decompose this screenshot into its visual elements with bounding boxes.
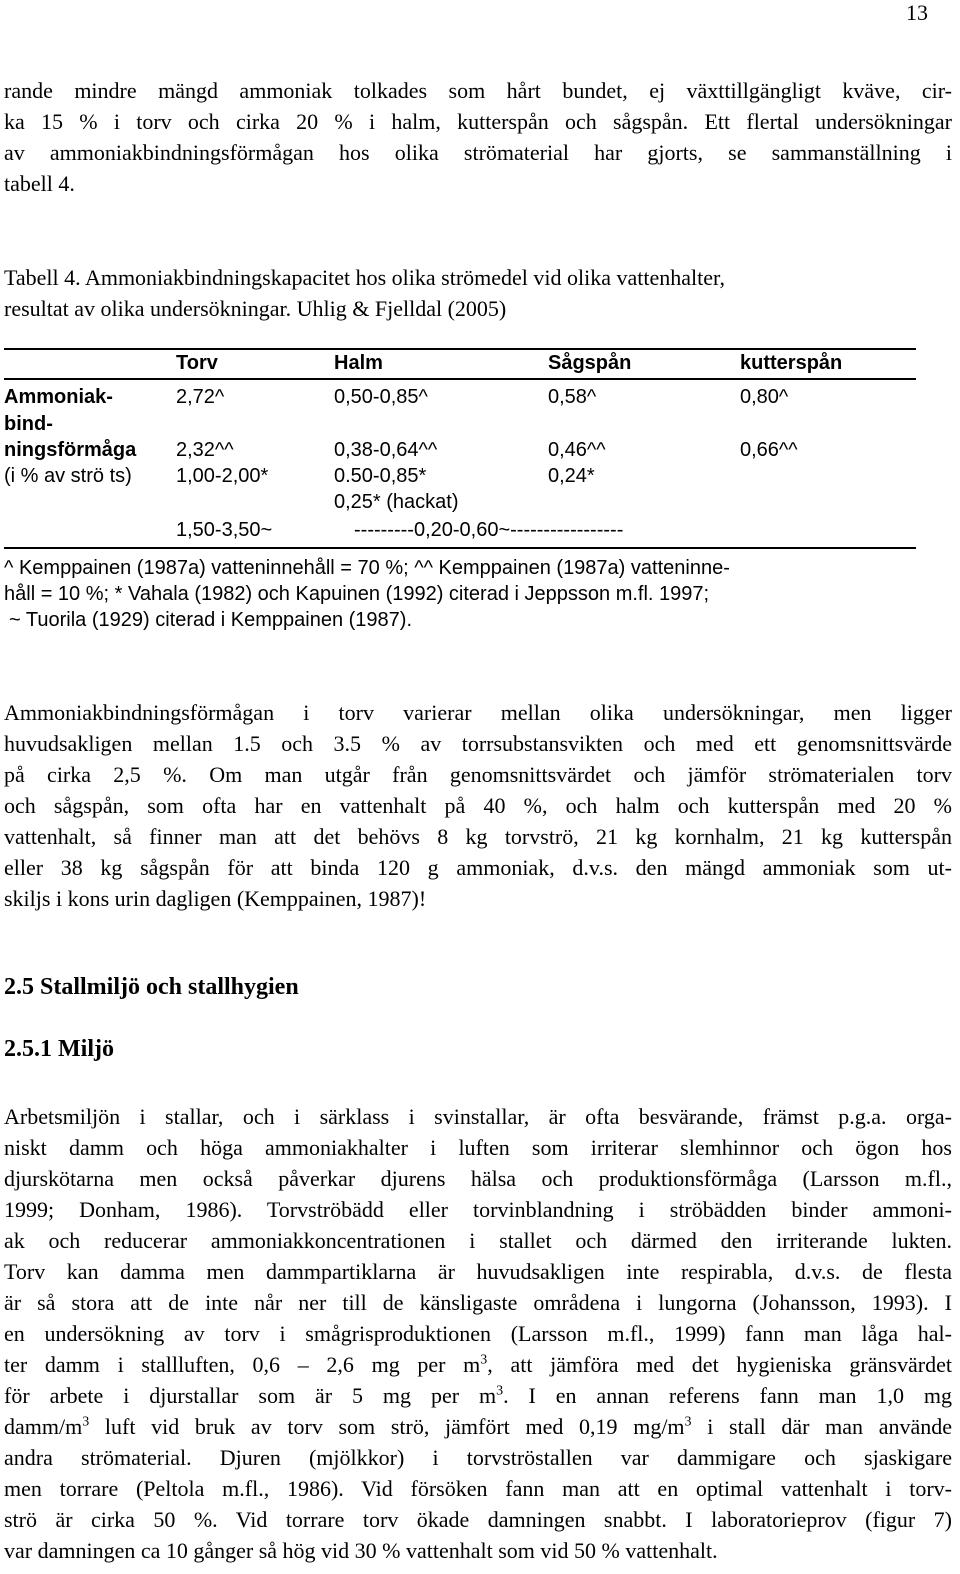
text-line <box>4 1380 952 1411</box>
text-line: ak och reducerar ammoniakkoncentrationen i stallet och därmed den irriterande lukten. <box>4 1228 952 1253</box>
text-line: niskt damm och höga ammoniakhalter i luften som irriterar slemhinnor och ögon hos <box>4 1135 952 1160</box>
superscript: 3 <box>480 1352 488 1368</box>
table-cell: 1,00-2,00* <box>176 465 269 487</box>
text-line: tabell 4. <box>4 171 75 196</box>
text-line: Arbetsmiljön i stallar, och i särklass i svinstallar, är ofta besvärande, främst p.g.a. orga- <box>4 1104 952 1129</box>
text-line: andra strömaterial. Djuren (mjölkkor) i torvströstallen var dammigare och sjaskigare <box>4 1445 952 1470</box>
text-line: och sågspån, som ofta har en vattenhalt på 40 %, och halm och kutterspån med 20 % <box>4 793 952 818</box>
table-cell: 0.50-0,85* <box>334 465 427 487</box>
text-line: är så stora att de inte når ner till de känsligaste områdena i lungorna (Johansson, 1993). I <box>4 1290 952 1315</box>
superscript: 3 <box>684 1414 692 1430</box>
text-line: men torrare (Peltola m.fl., 1986). Vid försöken fann man att en optimal vattenhalt i torv- <box>4 1476 952 1501</box>
text-line: Tabell 4. Ammoniakbindningskapacitet hos olika strömedel vid olika vattenhalter, <box>4 265 725 290</box>
column-header-kutterspan: kutterspån <box>740 352 843 374</box>
page-number: 13 <box>906 0 928 25</box>
text-line: huvudsakligen mellan 1.5 och 3.5 % av torrsubstansvikten och med ett genomsnittsvärde <box>4 731 952 756</box>
text-line: på cirka 2,5 %. Om man utgår från genomsnittsvärdet och jämför strömaterialen torv <box>4 762 952 787</box>
column-header-halm: Halm <box>334 352 383 374</box>
text-line: resultat av olika undersökningar. Uhlig & Fjelldal (2005) <box>4 296 507 321</box>
row-label: bind- <box>4 413 53 435</box>
text-line: skiljs i kons urin dagligen (Kemppainen, 1987)! <box>4 886 427 911</box>
text-fragment: damm/m <box>4 1414 83 1439</box>
row-label-unit: (i % av strö ts) <box>4 465 132 487</box>
subsection-heading: 2.5.1 Miljö <box>4 1036 114 1062</box>
table-cell: 0,24* <box>548 465 595 487</box>
superscript: 3 <box>82 1414 90 1430</box>
intro-paragraph <box>4 75 952 199</box>
table-cell: 0,25* (hackat) <box>334 491 459 513</box>
text-fragment: ter damm i stallluften, 0,6 – 2,6 mg per m <box>4 1352 481 1377</box>
paragraph <box>4 697 952 914</box>
text-line: var damningen ca 10 gånger så hög vid 30 % vattenhalt som vid 50 % vattenhalt. <box>4 1538 718 1563</box>
table-cell: 0,46^^ <box>548 439 606 461</box>
text-line: av ammoniakbindningsförmågan hos olika strömaterial har gjorts, se sammanställning i <box>4 140 952 165</box>
table-footnote: ^ Kemppainen (1987a) vatteninnehåll = 70 %; ^^ Kemppainen (1987a) vatteninne- <box>4 557 730 579</box>
text-line: vattenhalt, så finner man att det behövs 8 kg torvströ, 21 kg kornhalm, 21 kg kutterspån <box>4 824 952 849</box>
text-line: djurskötarna men också påverkar djurens hälsa och produktionsförmåga (Larsson m.fl., <box>4 1166 952 1191</box>
paragraph <box>4 1101 952 1566</box>
text-line: rande mindre mängd ammoniak tolkades som hårt bundet, ej växttillgängligt kväve, cir- <box>4 78 952 103</box>
text-fragment: för arbete i djurstallar som är 5 mg per m <box>4 1383 497 1408</box>
text-line: en undersökning av torv i smågrisproduktionen (Larsson m.fl., 1999) fann man låga hal- <box>4 1321 952 1346</box>
text-line: Ammoniakbindningsförmågan i torv varierar mellan olika undersökningar, men ligger <box>4 700 952 725</box>
section-heading: 2.5 Stallmiljö och stallhygien <box>4 974 299 1000</box>
row-label: Ammoniak- <box>4 386 113 408</box>
table-cell: 0,50-0,85^ <box>334 386 428 408</box>
table-cell-span: ---------0,20-0,60~----------------- <box>354 519 624 541</box>
text-line: eller 38 kg sågspån för att binda 120 g ammoniak, d.v.s. den mängd ammoniak som ut- <box>4 855 952 880</box>
table-bottom-rule <box>4 547 916 549</box>
column-header-sagspan: Sågspån <box>548 352 632 374</box>
table-cell: 2,32^^ <box>176 439 234 461</box>
table-cell: 2,72^ <box>176 386 225 408</box>
table-caption <box>4 262 952 324</box>
table-footnote: håll = 10 %; * Vahala (1982) och Kapuinen (1992) citerad i Jeppsson m.fl. 1997; <box>4 583 710 605</box>
text-line <box>4 1411 952 1442</box>
table-footnote: ~ Tuorila (1929) citerad i Kemppainen (1987). <box>9 609 413 631</box>
table-cell: 0,80^ <box>740 386 789 408</box>
table-cell: 0,58^ <box>548 386 597 408</box>
text-fragment: luft vid bruk av torv som strö, jämfört med 0,19 mg/m <box>89 1414 685 1439</box>
table-cell: 0,66^^ <box>740 439 798 461</box>
text-fragment: , att jämföra med det hygieniska gränsvärdet <box>487 1352 952 1377</box>
text-fragment: i stall där man använde <box>691 1414 952 1439</box>
row-label: ningsförmåga <box>4 439 137 461</box>
table-cell: 0,38-0,64^^ <box>334 439 438 461</box>
table-header-rule <box>4 378 916 380</box>
text-line: strö är cirka 50 %. Vid torrare torv ökade damningen snabbt. I laboratorieprov (figur 7) <box>4 1507 952 1532</box>
column-header-torv: Torv <box>176 352 218 374</box>
text-line: ka 15 % i torv och cirka 20 % i halm, kutterspån och sågspån. Ett flertal undersökningar <box>4 109 952 134</box>
table-cell: 1,50-3,50~ <box>176 519 273 541</box>
text-fragment: . I en annan referens fann man 1,0 mg <box>503 1383 952 1408</box>
text-line: 1999; Donham, 1986). Torvströbädd eller torvinblandning i ströbädden binder ammoni- <box>4 1197 952 1222</box>
text-line: Torv kan damma men dammpartiklarna är huvudsakligen inte respirabla, d.v.s. de flesta <box>4 1259 952 1284</box>
superscript: 3 <box>496 1383 504 1399</box>
table-top-rule <box>4 348 916 350</box>
text-line <box>4 1349 952 1380</box>
